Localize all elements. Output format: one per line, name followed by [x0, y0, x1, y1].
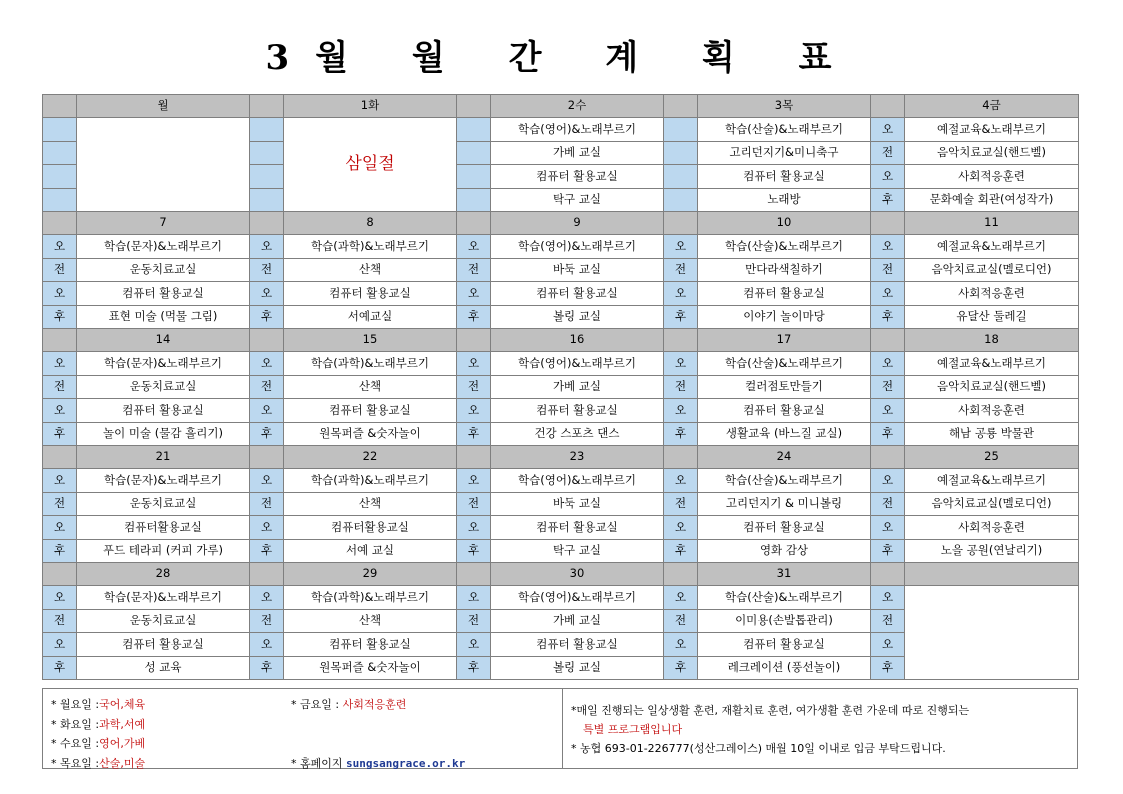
activity-cell: 컬러점토만들기	[698, 375, 871, 399]
day-header: 10	[698, 212, 871, 235]
activity-cell: 컴퓨터 활용교실	[491, 516, 664, 540]
day-header: 15	[284, 329, 457, 352]
activity-cell: 만다라색칠하기	[698, 258, 871, 282]
header-spacer	[664, 95, 698, 118]
day-header: 28	[77, 563, 250, 586]
note-value: 국어,체육	[99, 698, 146, 711]
day-header: 29	[284, 563, 457, 586]
period-label: 후	[664, 539, 698, 563]
activity-row	[43, 586, 1079, 610]
period-label: 전	[457, 258, 491, 282]
activity-cell: 표현 미술 (먹물 그림)	[77, 305, 250, 329]
notes-box	[42, 688, 1078, 769]
period-label: 전	[43, 609, 77, 633]
subject-list	[51, 695, 145, 773]
period-label: 오	[871, 469, 905, 493]
activity-cell: 가베 교실	[491, 375, 664, 399]
holiday-cell: 삼일절	[284, 118, 457, 212]
activity-cell: 탁구 교실	[491, 539, 664, 563]
period-label: 오	[871, 165, 905, 189]
activity-cell: 해남 공룡 박물관	[905, 422, 1079, 446]
activity-cell: 서예교실	[284, 305, 457, 329]
note-thursday	[51, 754, 145, 774]
period-label	[43, 118, 77, 142]
activity-cell: 음악치료교실(핸드벨)	[905, 375, 1079, 399]
header-spacer	[871, 563, 905, 586]
period-label: 오	[43, 469, 77, 493]
activity-cell: 컴퓨터 활용교실	[698, 516, 871, 540]
period-label: 후	[871, 539, 905, 563]
activity-cell: 컴퓨터 활용교실	[284, 633, 457, 657]
activity-cell: 영화 감상	[698, 539, 871, 563]
period-label: 후	[43, 422, 77, 446]
period-label	[457, 141, 491, 165]
page-title: 3월 월 간 계 획 표	[265, 38, 858, 78]
period-label: 전	[43, 258, 77, 282]
day-header: 월	[77, 95, 250, 118]
activity-row	[43, 399, 1079, 423]
period-label: 후	[457, 656, 491, 680]
period-label: 오	[43, 586, 77, 610]
activity-row	[43, 469, 1079, 493]
period-label: 후	[457, 422, 491, 446]
header-spacer	[250, 212, 284, 235]
period-label: 오	[457, 352, 491, 376]
header-spacer	[457, 95, 491, 118]
monthly-calendar	[42, 94, 1079, 680]
period-label: 전	[871, 609, 905, 633]
activity-cell: 학습(영어)&노래부르기	[491, 586, 664, 610]
activity-row	[43, 118, 1079, 142]
note-label: * 수요일 :	[51, 737, 100, 750]
period-label	[43, 141, 77, 165]
activity-cell: 산책	[284, 492, 457, 516]
note-value: 산술,미술	[99, 756, 146, 770]
day-header: 18	[905, 329, 1079, 352]
header-spacer	[664, 329, 698, 352]
period-label	[250, 165, 284, 189]
notes-divider	[562, 689, 563, 768]
note-wednesday	[51, 734, 145, 754]
activity-cell: 운동치료교실	[77, 609, 250, 633]
period-label: 오	[43, 235, 77, 259]
header-spacer	[871, 446, 905, 469]
period-label: 오	[250, 633, 284, 657]
period-label	[250, 188, 284, 212]
period-label: 오	[43, 516, 77, 540]
activity-row	[43, 258, 1079, 282]
activity-cell: 컴퓨터 활용교실	[284, 282, 457, 306]
activity-row	[43, 422, 1079, 446]
period-label: 전	[457, 375, 491, 399]
activity-cell: 노을 공원(연날리기)	[905, 539, 1079, 563]
day-header	[905, 563, 1079, 586]
period-label: 오	[250, 399, 284, 423]
activity-cell: 사회적응훈련	[905, 165, 1079, 189]
period-label: 전	[664, 258, 698, 282]
activity-cell: 예절교육&노래부르기	[905, 469, 1079, 493]
period-label: 후	[871, 656, 905, 680]
activity-cell: 학습(과학)&노래부르기	[284, 469, 457, 493]
note-label: * 홈페이지	[291, 756, 346, 770]
period-label: 오	[43, 399, 77, 423]
period-label: 전	[250, 375, 284, 399]
period-label: 후	[250, 656, 284, 680]
week-header-row	[43, 563, 1079, 586]
period-label	[250, 118, 284, 142]
activity-cell: 학습(과학)&노래부르기	[284, 586, 457, 610]
activity-cell: 푸드 테라피 (커피 가루)	[77, 539, 250, 563]
period-label: 오	[250, 586, 284, 610]
period-label: 오	[457, 399, 491, 423]
header-spacer	[250, 563, 284, 586]
activity-cell: 바둑 교실	[491, 258, 664, 282]
activity-cell: 컴퓨터 활용교실	[77, 633, 250, 657]
period-label: 후	[457, 539, 491, 563]
week-header-row	[43, 446, 1079, 469]
period-label: 오	[664, 516, 698, 540]
activity-cell: 음악치료교실(멜로디언)	[905, 258, 1079, 282]
period-label	[43, 165, 77, 189]
period-label: 후	[43, 539, 77, 563]
friday-and-homepage	[291, 695, 465, 773]
period-label: 후	[664, 656, 698, 680]
period-label: 오	[457, 633, 491, 657]
period-label: 오	[871, 633, 905, 657]
activity-cell: 가베 교실	[491, 141, 664, 165]
activity-cell: 학습(영어)&노래부르기	[491, 118, 664, 142]
period-label: 오	[250, 516, 284, 540]
period-label: 전	[871, 141, 905, 165]
period-label: 오	[664, 235, 698, 259]
period-label	[664, 165, 698, 189]
activity-cell: 고리던지기 & 미니볼링	[698, 492, 871, 516]
header-spacer	[457, 563, 491, 586]
period-label: 전	[871, 492, 905, 516]
header-spacer	[871, 329, 905, 352]
activity-cell: 산책	[284, 375, 457, 399]
day-header: 22	[284, 446, 457, 469]
day-header: 30	[491, 563, 664, 586]
day-header: 8	[284, 212, 457, 235]
period-label: 오	[664, 633, 698, 657]
period-label: 후	[871, 305, 905, 329]
period-label: 오	[250, 235, 284, 259]
header-spacer	[43, 212, 77, 235]
header-spacer	[43, 563, 77, 586]
activity-cell: 음악치료교실(핸드벨)	[905, 141, 1079, 165]
period-label: 오	[871, 118, 905, 142]
activity-cell: 컴퓨터활용교실	[77, 516, 250, 540]
note-label: * 화요일 :	[51, 717, 100, 731]
period-label: 전	[250, 609, 284, 633]
activity-cell: 사회적응훈련	[905, 399, 1079, 423]
activity-cell: 원목퍼즐 &숫자놀이	[284, 422, 457, 446]
header-spacer	[250, 446, 284, 469]
header-spacer	[457, 212, 491, 235]
period-label: 후	[664, 422, 698, 446]
activity-cell: 산책	[284, 258, 457, 282]
activity-cell: 문화예술 회관(여성작가)	[905, 188, 1079, 212]
period-label	[250, 141, 284, 165]
period-label: 오	[664, 469, 698, 493]
period-label: 오	[457, 469, 491, 493]
day-header: 11	[905, 212, 1079, 235]
activity-cell: 컴퓨터 활용교실	[77, 282, 250, 306]
note-homepage	[291, 754, 465, 774]
day-header: 3목	[698, 95, 871, 118]
header-spacer	[43, 95, 77, 118]
activity-row	[43, 282, 1079, 306]
header-spacer	[664, 446, 698, 469]
activity-cell: 레크레이션 (풍선놀이)	[698, 656, 871, 680]
day-header: 14	[77, 329, 250, 352]
activity-cell: 학습(과학)&노래부르기	[284, 352, 457, 376]
period-label: 오	[871, 399, 905, 423]
activity-cell: 학습(산술)&노래부르기	[698, 118, 871, 142]
activity-cell: 학습(산술)&노래부르기	[698, 352, 871, 376]
period-label: 후	[43, 305, 77, 329]
activity-cell: 컴퓨터 활용교실	[698, 165, 871, 189]
period-label: 후	[457, 305, 491, 329]
activity-cell: 서예 교실	[284, 539, 457, 563]
day-header: 31	[698, 563, 871, 586]
period-label: 오	[250, 282, 284, 306]
period-label: 오	[43, 352, 77, 376]
activity-cell: 운동치료교실	[77, 492, 250, 516]
activity-cell: 학습(영어)&노래부르기	[491, 469, 664, 493]
activity-cell: 노래방	[698, 188, 871, 212]
activity-cell: 학습(문자)&노래부르기	[77, 586, 250, 610]
period-label: 전	[250, 258, 284, 282]
period-label: 오	[43, 282, 77, 306]
blank-day-cell	[905, 586, 1079, 680]
activity-cell: 컴퓨터활용교실	[284, 516, 457, 540]
homepage-link[interactable]: sungsangrace.or.kr	[346, 756, 466, 770]
activity-cell: 고리던지기&미니축구	[698, 141, 871, 165]
note-friday	[291, 695, 465, 715]
activity-cell: 컴퓨터 활용교실	[698, 633, 871, 657]
week-header-row	[43, 95, 1079, 118]
program-text: *매일 진행되는 일상생활 훈련, 재활치료 훈련, 여가생활 훈련 가운데 따로 진행되는	[571, 704, 970, 717]
activity-cell: 컴퓨터 활용교실	[491, 282, 664, 306]
program-info	[571, 701, 969, 758]
note-label: * 금요일 :	[291, 698, 343, 711]
day-header: 1화	[284, 95, 457, 118]
day-header: 24	[698, 446, 871, 469]
period-label: 오	[664, 352, 698, 376]
period-label	[664, 141, 698, 165]
activity-cell: 생활교육 (바느질 교실)	[698, 422, 871, 446]
period-label: 전	[250, 492, 284, 516]
period-label: 오	[457, 516, 491, 540]
period-label: 전	[664, 492, 698, 516]
period-label: 오	[664, 586, 698, 610]
day-header: 23	[491, 446, 664, 469]
day-header: 7	[77, 212, 250, 235]
day-header: 21	[77, 446, 250, 469]
period-label	[457, 188, 491, 212]
period-label: 후	[664, 305, 698, 329]
period-label: 오	[457, 282, 491, 306]
activity-cell: 사회적응훈련	[905, 516, 1079, 540]
activity-cell: 예절교육&노래부르기	[905, 235, 1079, 259]
activity-cell: 놀이 미술 (물감 흘리기)	[77, 422, 250, 446]
period-label: 오	[871, 235, 905, 259]
activity-cell: 학습(산술)&노래부르기	[698, 235, 871, 259]
period-label: 후	[250, 305, 284, 329]
activity-cell: 성 교육	[77, 656, 250, 680]
period-label: 오	[250, 469, 284, 493]
header-spacer	[664, 563, 698, 586]
header-spacer	[250, 329, 284, 352]
activity-cell: 산책	[284, 609, 457, 633]
day-header: 2수	[491, 95, 664, 118]
period-label: 전	[664, 375, 698, 399]
activity-cell: 바둑 교실	[491, 492, 664, 516]
period-label: 후	[250, 539, 284, 563]
week-header-row	[43, 212, 1079, 235]
note-label: * 월요일 :	[51, 698, 100, 711]
period-label	[457, 118, 491, 142]
note-label: * 목요일 :	[51, 756, 100, 770]
period-label	[664, 188, 698, 212]
activity-row	[43, 375, 1079, 399]
activity-cell: 예절교육&노래부르기	[905, 118, 1079, 142]
activity-cell: 원목퍼즐 &숫자놀이	[284, 656, 457, 680]
activity-cell: 학습(문자)&노래부르기	[77, 469, 250, 493]
week-header-row	[43, 329, 1079, 352]
program-special: 특별 프로그램입니다	[583, 723, 683, 736]
period-label: 전	[664, 609, 698, 633]
header-spacer	[43, 446, 77, 469]
activity-cell: 학습(영어)&노래부르기	[491, 352, 664, 376]
period-label	[43, 188, 77, 212]
activity-cell: 예절교육&노래부르기	[905, 352, 1079, 376]
activity-cell: 운동치료교실	[77, 258, 250, 282]
period-label: 오	[871, 586, 905, 610]
activity-cell: 컴퓨터 활용교실	[698, 399, 871, 423]
activity-cell: 유달산 둘레길	[905, 305, 1079, 329]
period-label: 오	[664, 399, 698, 423]
header-spacer	[43, 329, 77, 352]
period-label: 오	[457, 235, 491, 259]
header-spacer	[664, 212, 698, 235]
period-label: 오	[43, 633, 77, 657]
day-header: 16	[491, 329, 664, 352]
day-header: 9	[491, 212, 664, 235]
header-spacer	[871, 212, 905, 235]
activity-cell: 컴퓨터 활용교실	[491, 399, 664, 423]
period-label: 전	[871, 375, 905, 399]
period-label: 오	[871, 352, 905, 376]
period-label: 오	[664, 282, 698, 306]
period-label: 전	[457, 609, 491, 633]
period-label: 오	[871, 516, 905, 540]
activity-cell: 이야기 놀이마당	[698, 305, 871, 329]
activity-cell: 이미용(손발톱관리)	[698, 609, 871, 633]
header-spacer	[457, 446, 491, 469]
note-tuesday	[51, 715, 145, 735]
day-header: 4금	[905, 95, 1079, 118]
activity-row	[43, 516, 1079, 540]
activity-cell: 학습(영어)&노래부르기	[491, 235, 664, 259]
period-label: 후	[250, 422, 284, 446]
activity-row	[43, 539, 1079, 563]
day-header: 25	[905, 446, 1079, 469]
header-spacer	[250, 95, 284, 118]
activity-cell: 학습(문자)&노래부르기	[77, 352, 250, 376]
header-spacer	[457, 329, 491, 352]
activity-cell: 볼링 교실	[491, 656, 664, 680]
note-value: 과학,서예	[99, 717, 146, 731]
activity-cell: 컴퓨터 활용교실	[491, 165, 664, 189]
activity-cell: 탁구 교실	[491, 188, 664, 212]
day-header: 17	[698, 329, 871, 352]
period-label: 전	[43, 492, 77, 516]
activity-cell: 음악치료교실(멜로디언)	[905, 492, 1079, 516]
activity-cell: 운동치료교실	[77, 375, 250, 399]
period-label: 후	[43, 656, 77, 680]
note-value: 영어,가베	[99, 737, 146, 750]
activity-cell: 가베 교실	[491, 609, 664, 633]
note-value: 사회적응훈련	[342, 698, 407, 711]
period-label: 전	[457, 492, 491, 516]
activity-cell: 컴퓨터 활용교실	[491, 633, 664, 657]
period-label: 전	[43, 375, 77, 399]
period-label	[664, 118, 698, 142]
activity-cell: 컴퓨터 활용교실	[284, 399, 457, 423]
activity-cell: 학습(문자)&노래부르기	[77, 235, 250, 259]
period-label: 전	[871, 258, 905, 282]
activity-cell: 컴퓨터 활용교실	[698, 282, 871, 306]
period-label	[457, 165, 491, 189]
activity-row	[43, 352, 1079, 376]
period-label: 오	[457, 586, 491, 610]
activity-row	[43, 492, 1079, 516]
period-label: 오	[871, 282, 905, 306]
bank-text: * 농협 693-01-226777(성산그레이스) 매월 10일 이내로 입금 부탁드립니다.	[571, 742, 946, 755]
header-spacer	[871, 95, 905, 118]
activity-row	[43, 235, 1079, 259]
period-label: 오	[250, 352, 284, 376]
activity-cell: 건강 스포츠 댄스	[491, 422, 664, 446]
period-label: 후	[871, 422, 905, 446]
period-label: 후	[871, 188, 905, 212]
activity-cell: 사회적응훈련	[905, 282, 1079, 306]
activity-cell: 볼링 교실	[491, 305, 664, 329]
activity-cell: 학습(과학)&노래부르기	[284, 235, 457, 259]
activity-cell: 학습(산술)&노래부르기	[698, 586, 871, 610]
note-monday	[51, 695, 145, 715]
blank-day-cell	[77, 118, 250, 212]
activity-cell: 컴퓨터 활용교실	[77, 399, 250, 423]
activity-cell: 학습(산술)&노래부르기	[698, 469, 871, 493]
activity-row	[43, 305, 1079, 329]
